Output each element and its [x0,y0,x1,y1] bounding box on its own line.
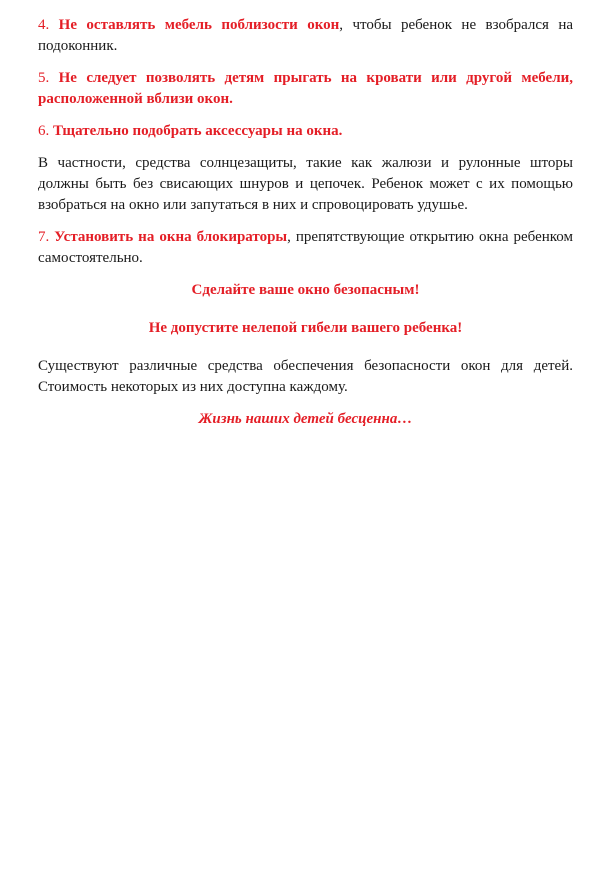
list-item-7 [38,227,573,269]
item-bold-text: Не следует позволять детям прыгать на кровати или другой мебели, расположенной вблизи окон. [38,70,574,107]
item-bold-text: Установить на окна блокираторы [54,229,288,245]
slogan-heading: Сделайте ваше окно безопасным! [191,282,420,298]
list-item-4 [38,15,573,57]
list-item-6 [38,121,573,142]
slogan-heading: Не допустите нелепой гибели вашего ребенка! [148,320,463,336]
item-number: 6. [38,123,50,139]
body-paragraph: В частности, средства солнцезащиты, такие как жалюзи и рулонные шторы должны быть без свисающих шнуров и цепочек. Ребенок может с их помощью взобраться на окно или запутаться в них и спровоцировать удушье. [38,155,573,213]
item-bold-text: Тщательно подобрать аксессуары на окна. [53,123,343,139]
item-number: 5. [38,70,50,86]
item-bold-text: Не оставлять мебель поблизости окон [58,17,340,33]
document-page [38,15,573,447]
closing-line: Жизнь наших детей бесценна… [198,411,413,427]
body-paragraph: Существуют различные средства обеспечения безопасности окон для детей. Стоимость некоторых из них доступна каждому. [38,358,573,395]
item-number: 7. [38,229,50,245]
item-text: , препятствующие открытию окна ребенком самостоятельно. [38,229,573,266]
item-number: 4. [38,17,50,33]
list-item-5 [38,68,573,110]
item-text: , чтобы ребенок не взобрался на подоконник. [38,17,574,54]
